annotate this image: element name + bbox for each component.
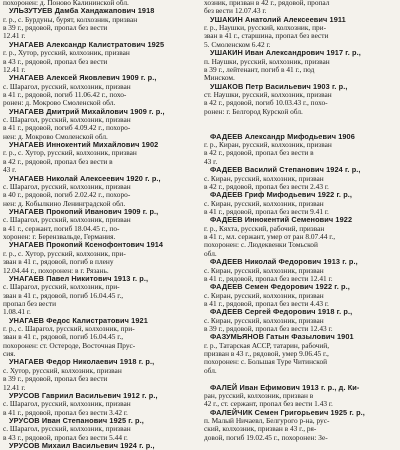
entry-line: хозник, призван в 42 г., рядовой, пропал xyxy=(204,0,330,7)
entry-heading: УНАГАЕВ Федор Николаевич 1918 г. р., xyxy=(9,357,155,367)
entry-line: похоронен: с. Людеквенки Томьской xyxy=(204,240,318,250)
entry-line: в 41 г., рядовой, пропал без вести 3.42 г. xyxy=(3,407,128,417)
entry-line: г. р., с. Шарагол, русский, колхозник, при- xyxy=(3,324,135,334)
entry-line: в 41 г., рядовой, пропал без вести 4.43 г. xyxy=(204,298,329,308)
entry-line: с. Шарагол, русский, колхозник, призван xyxy=(3,399,131,409)
entry-line: в 41 г., сержант, погиб 18.04.45 г., по- xyxy=(3,223,120,233)
entry-line: похоронен: с. Большая Туре Читинской xyxy=(204,357,328,367)
entry-line: с. Шарагол, русский, колхозник, призван xyxy=(3,115,131,125)
entry-line: Минском. xyxy=(204,73,235,83)
entry-line: в 42 г., рядовой, пропал без вести 2.43 г. xyxy=(204,181,329,191)
left-column xyxy=(3,0,195,450)
entry-heading: ФАДЕЕВ Сергей Федорович 1918 г. р., xyxy=(210,307,353,317)
entry-line: зван в 41 г., старшина, пропал без вести xyxy=(204,31,329,41)
entry-line: без вести 12.07.43 г. xyxy=(204,6,267,16)
entry-line: в 43 г., рядовой, пропал без вести 5.44 г. xyxy=(3,432,128,442)
entry-line: обл. xyxy=(204,365,217,375)
entry-line: г. р., Татарская АССР, татарин, рабочий, xyxy=(204,340,330,350)
entry-line: 42 г., ст. сержант, пропал без вести 1.43 г. xyxy=(204,399,333,409)
entry-line: г. р., Хутор, русский, колхозник, призван xyxy=(3,48,130,58)
entry-line: г. р., с. Хутор, русский, колхозник, призван xyxy=(3,148,137,158)
entry-heading: УНАГАЕВ Алексей Яковлевич 1909 г. р., xyxy=(9,73,157,83)
entry-line: ронен: г. Белгород Курской обл. xyxy=(204,106,303,116)
entry-line: в 42 г., рядовой, пропал без вести в xyxy=(3,156,113,166)
entry-line: п. Малый Ничаевл, Белгурого р-на, рус- xyxy=(204,415,330,425)
entry-line: нен: д. Мокрово Смоленской обл. xyxy=(3,131,108,141)
entry-line: зван в 41 г., рядовой, погиб в плену xyxy=(3,257,114,267)
entry-line: с. Киран, русский, колхозник, призван xyxy=(204,290,324,300)
entry-line: с. Шарагол, русский, колхозник, призван xyxy=(3,424,131,434)
entry-line: 43 г. xyxy=(3,165,17,175)
entry-line: в 39 г., рядовой, пропал без вести xyxy=(3,374,108,384)
entry-heading: ФАДЕЕВ Василий Степанович 1924 г. р., xyxy=(210,165,361,175)
entry-heading: ФАЛЕЙ Иван Ефимович 1913 г. р., д. Ки- xyxy=(210,382,360,392)
entry-heading: ФАДЕЕВ Семен Федорович 1922 г. р., xyxy=(210,282,350,292)
entry-line: 5. Смоленском 6.42 г. xyxy=(204,39,271,49)
entry-heading: УНАГАЕВ Прокопий Иванович 1909 г. р., xyxy=(9,206,159,216)
entry-heading: УРУСОВ Михаил Васильевич 1924 г. р., xyxy=(9,441,155,450)
entry-heading: УНАГАЕВ Александр Калистратович 1925 xyxy=(9,39,165,49)
entry-line: г. р., Наушки, русский, колхозник, при- xyxy=(204,23,327,33)
entry-line: призван в 43 г., рядовой, умер 9.06.45 г., xyxy=(204,349,329,359)
entry-line: хоронен: г. Берензвальде, Германия. xyxy=(3,232,116,242)
entry-line: в 41 г., рядовой, пропал без вести 9.41 г. xyxy=(204,206,329,216)
entry-heading: УШАКОВ Петр Васильевич 1903 г. р., xyxy=(210,81,348,91)
entry-line: г. р., с. Хутор, русский, колхозник, при- xyxy=(3,248,126,258)
entry-line: 12.41 г. xyxy=(3,382,26,392)
entry-line: обл. xyxy=(204,248,217,258)
right-column xyxy=(204,0,396,442)
blank-line xyxy=(204,116,396,124)
entry-line: довой, погиб 19.02.45 г., похоронен: Зе- xyxy=(204,432,328,442)
entry-line: нен: д. Кобылкино Ленинградской обл. xyxy=(3,198,126,208)
entry-heading: ФАДЕЕВ Николай Федорович 1913 г. р., xyxy=(210,257,358,267)
entry-heading: ФАДЕЕВ Гриф Мифодьевич 1922 г. р., xyxy=(210,190,353,200)
entry-line: г. р., Киран, русский, колхозник, призван xyxy=(204,140,332,150)
entry-line: пропал без вести xyxy=(3,298,57,308)
entry-line: ронен: д. Мокрово Смоленской обл. xyxy=(3,98,116,108)
entry-line: с. Шарагол, русский, колхозник, призван xyxy=(3,81,131,91)
entry-heading: УШАКИН Иван Александрович 1917 г. р., xyxy=(210,48,361,58)
entry-line: похоронен: д. Поново Калининской обл. xyxy=(3,0,129,7)
entry-line: 12.04.44 г., похоронен: в г. Рязань. xyxy=(3,265,109,275)
entry-line: п. Наушки, русский, колхозник, призван xyxy=(204,56,330,66)
entry-heading: ФАЗУМЬЯНОВ Гатын Фазылович 1901 xyxy=(210,332,354,342)
entry-line: 43 г. xyxy=(204,156,218,166)
entry-line: с. Хутор, русский, колхозник, призван xyxy=(3,365,122,375)
entry-heading: УЛЬЗУТУЕВ Дамба Хандажапович 1918 xyxy=(9,6,155,16)
entry-line: похоронен: ст. Остероде, Восточная Прус- xyxy=(3,340,136,350)
entry-line: в 39 г., рядовой, пропал без вести 12.43 г. xyxy=(204,324,333,334)
entry-heading: УНАГАЕВ Николай Алексеевич 1920 г. р., xyxy=(9,173,161,183)
entry-line: в 41 г., рядовой, погиб 4.09.42 г., похоро- xyxy=(3,123,131,133)
entry-line: с. Киран, русский, колхозник, призван xyxy=(204,315,324,325)
entry-line: с. Шарагол, русский, колхозник, при- xyxy=(3,282,120,292)
entry-heading: УРУСОВ Гавриил Васильевич 1912 г. р., xyxy=(9,390,158,400)
entry-heading: УНАГАЕВ Павел Никитович 1913 г. р., xyxy=(9,273,149,283)
entry-line: 1.08.41 г. xyxy=(3,307,31,317)
entry-line: в 42 г., рядовой, погиб 10.03.43 г., похо- xyxy=(204,98,328,108)
entry-line: 12.41 г. xyxy=(3,31,26,41)
entry-line: ст. Наушки, русский, колхозник, призван xyxy=(204,89,332,99)
entry-heading: УНАГАЕВ Прокопий Ксенофонтович 1914 xyxy=(9,240,164,250)
entry-heading: ФАДЕЕВ Иннокентий Семенович 1922 xyxy=(210,215,353,225)
entry-line: с. Киран, русский, колхозник, призван xyxy=(204,198,324,208)
entry-line: зван в 41 г., рядовой, погиб 16.04.45 г., xyxy=(3,332,124,342)
entry-heading: УНАГАЕВ Иннокентий Михайлович 1902 xyxy=(9,140,159,150)
entry-line: в 39 г., рядовой, пропал без вести xyxy=(3,23,108,33)
entry-line: сия. xyxy=(3,349,16,359)
entry-line: г. р., с. Бурдуны, бурят, колхозник, призван xyxy=(3,14,138,24)
entry-line: ран, русский, колхозник, призван в xyxy=(204,390,314,400)
entry-line: с. Шарагол, русский, колхозник, призван xyxy=(3,181,131,191)
entry-heading: УНАГАЕВ Дмитрий Михайлович 1909 г. р., xyxy=(9,106,165,116)
entry-line: с. Киран, русский, колхозник, призван xyxy=(204,265,324,275)
entry-line: ский, колхозник, призван в 43 г., ря- xyxy=(204,424,317,434)
entry-line: в 41 г., мл. сержант, умер от ран 8.07.44 г., xyxy=(204,232,336,242)
entry-line: с. Киран, русский, колхозник, призван xyxy=(204,173,324,183)
entry-line: в 39 г., лейтенант, погиб в 41 г., под xyxy=(204,64,315,74)
entry-line: в 41 г., рядовой, погиб 11.06.42 г., похо- xyxy=(3,89,127,99)
entry-line: с. Шарагол, русский, колхозник, призван xyxy=(3,215,131,225)
entry-line: г. р., Кяхта, русский, рабочий, призван xyxy=(204,223,325,233)
entry-heading: ФАЛЕЙЧИК Семен Григорьевич 1925 г. р., xyxy=(210,407,365,417)
entry-line: зван в 41 г., рядовой, погиб 16.04.45 г., xyxy=(3,290,124,300)
entry-line: 12.41 г. xyxy=(3,64,26,74)
entry-line: в 43 г., рядовой, пропал без вести xyxy=(3,56,108,66)
entry-heading: ФАДЕЕВ Александр Мифодьевич 1906 xyxy=(210,131,355,141)
entry-heading: УНАГАЕВ Федос Калистратович 1921 xyxy=(9,315,148,325)
entry-heading: УШАКИН Анатолий Алексеевич 1911 xyxy=(210,14,346,24)
entry-line: в 42 г., рядовой, пропал без вести в xyxy=(204,148,314,158)
entry-heading: УРУСОВ Иван Степанович 1925 г. р., xyxy=(9,415,144,425)
entry-line: в 40 г., рядовой, погиб 2.02.42 г., похоро- xyxy=(3,190,131,200)
entry-line: в 41 г., рядовой, пропал без вести 12.41 г. xyxy=(204,273,333,283)
